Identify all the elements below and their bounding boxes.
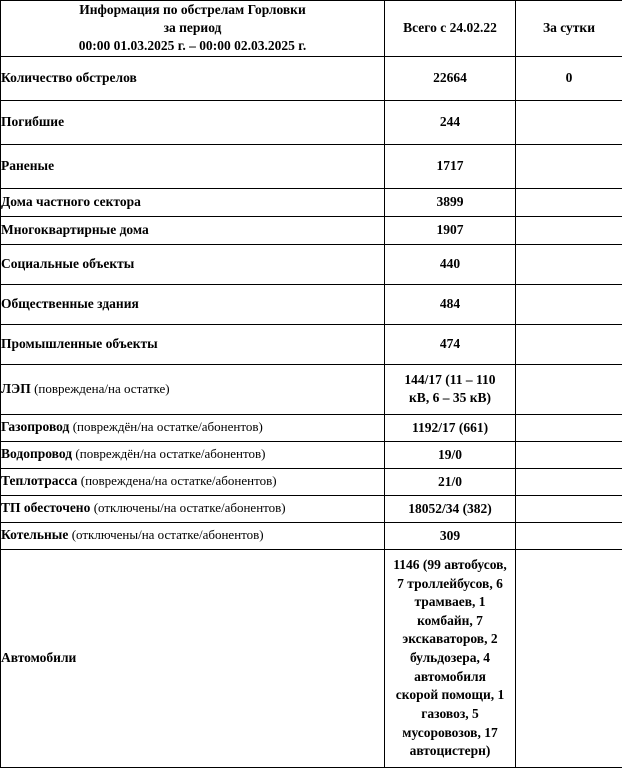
column-header-total: Всего с 24.02.22 xyxy=(385,1,516,57)
row-label: Теплотрасса xyxy=(1,473,77,488)
table-row xyxy=(1,441,622,468)
title-line-2: за период xyxy=(1,19,384,37)
row-total-value: 22664 xyxy=(385,56,516,100)
row-day-value xyxy=(516,284,622,324)
row-day-value xyxy=(516,100,622,144)
row-total-value: 3899 xyxy=(385,188,516,216)
title-line-3: 00:00 01.03.2025 г. – 00:00 02.03.2025 г. xyxy=(1,37,384,55)
table-row xyxy=(1,56,622,100)
row-label-note: (повреждена/на остатке/абонентов) xyxy=(81,473,277,488)
row-total-value: 18052/34 (382) xyxy=(385,495,516,522)
table-header-row xyxy=(1,1,622,57)
table-row xyxy=(1,414,622,441)
row-total-value: 244 xyxy=(385,100,516,144)
row-total-value: 1717 xyxy=(385,144,516,188)
row-label-note: (отключены/на остатке/абонентов) xyxy=(72,527,264,542)
row-label-cell xyxy=(1,468,385,495)
row-day-value xyxy=(516,364,622,414)
row-day-value: 0 xyxy=(516,56,622,100)
row-day-value xyxy=(516,188,622,216)
table-body xyxy=(1,56,622,767)
table-row xyxy=(1,495,622,522)
row-label: Раненые xyxy=(1,158,54,173)
row-label-cell xyxy=(1,495,385,522)
row-label: Промышленные объекты xyxy=(1,336,158,351)
table-row xyxy=(1,144,622,188)
row-label-cell xyxy=(1,284,385,324)
row-label-note: (отключены/на остатке/абонентов) xyxy=(94,500,286,515)
row-day-value xyxy=(516,144,622,188)
row-total-value: 19/0 xyxy=(385,441,516,468)
table-row xyxy=(1,324,622,364)
table-row xyxy=(1,216,622,244)
row-day-value xyxy=(516,549,622,767)
row-label-note: (повреждён/на остатке/абонентов) xyxy=(75,446,265,461)
row-label: Общественные здания xyxy=(1,296,139,311)
row-day-value xyxy=(516,495,622,522)
row-label: Многоквартирные дома xyxy=(1,222,149,237)
table-title-cell xyxy=(1,1,385,57)
row-label-cell xyxy=(1,441,385,468)
row-label-cell xyxy=(1,100,385,144)
row-label: Погибшие xyxy=(1,114,64,129)
table-row xyxy=(1,522,622,549)
row-day-value xyxy=(516,216,622,244)
table-row xyxy=(1,188,622,216)
row-label-cell xyxy=(1,549,385,767)
row-total-value: 1192/17 (661) xyxy=(385,414,516,441)
column-header-day: За сутки xyxy=(516,1,622,57)
row-label-cell xyxy=(1,364,385,414)
row-label-cell xyxy=(1,522,385,549)
row-label-cell xyxy=(1,244,385,284)
row-label: Количество обстрелов xyxy=(1,70,137,85)
row-label-cell xyxy=(1,144,385,188)
table-row xyxy=(1,549,622,767)
row-label-note: (повреждена/на остатке) xyxy=(34,381,170,396)
row-label-cell xyxy=(1,414,385,441)
row-label-cell xyxy=(1,188,385,216)
row-total-value: 440 xyxy=(385,244,516,284)
table-row xyxy=(1,244,622,284)
row-day-value xyxy=(516,441,622,468)
row-total-value: 144/17 (11 – 110 кВ, 6 – 35 кВ) xyxy=(385,364,516,414)
row-label: ТП обесточено xyxy=(1,500,90,515)
table-row xyxy=(1,364,622,414)
row-label-cell xyxy=(1,56,385,100)
row-label-cell xyxy=(1,324,385,364)
row-day-value xyxy=(516,324,622,364)
table-row xyxy=(1,284,622,324)
row-total-value: 484 xyxy=(385,284,516,324)
table-row xyxy=(1,100,622,144)
row-total-value: 1146 (99 автобусов, 7 троллейбусов, 6 трамваев, 1 комбайн, 7 экскаваторов, 2 бульдозера, 4 автомобиля скорой помощи, 1 газовоз, 5 мусоровозов, 17 автоцистерн) xyxy=(385,549,516,767)
table-row xyxy=(1,468,622,495)
row-day-value xyxy=(516,468,622,495)
row-label: Автомобили xyxy=(1,650,76,665)
row-label: Котельные xyxy=(1,527,68,542)
row-total-value: 474 xyxy=(385,324,516,364)
row-day-value xyxy=(516,244,622,284)
row-label-cell xyxy=(1,216,385,244)
row-day-value xyxy=(516,414,622,441)
row-label: Газопровод xyxy=(1,419,69,434)
row-label: ЛЭП xyxy=(1,381,31,396)
title-line-1: Информация по обстрелам Горловки xyxy=(1,1,384,19)
row-label: Социальные объекты xyxy=(1,256,134,271)
row-label-note: (повреждён/на остатке/абонентов) xyxy=(73,419,263,434)
row-label: Дома частного сектора xyxy=(1,194,141,209)
row-total-value: 21/0 xyxy=(385,468,516,495)
row-total-value: 1907 xyxy=(385,216,516,244)
row-total-value: 309 xyxy=(385,522,516,549)
row-day-value xyxy=(516,522,622,549)
row-label: Водопровод xyxy=(1,446,72,461)
